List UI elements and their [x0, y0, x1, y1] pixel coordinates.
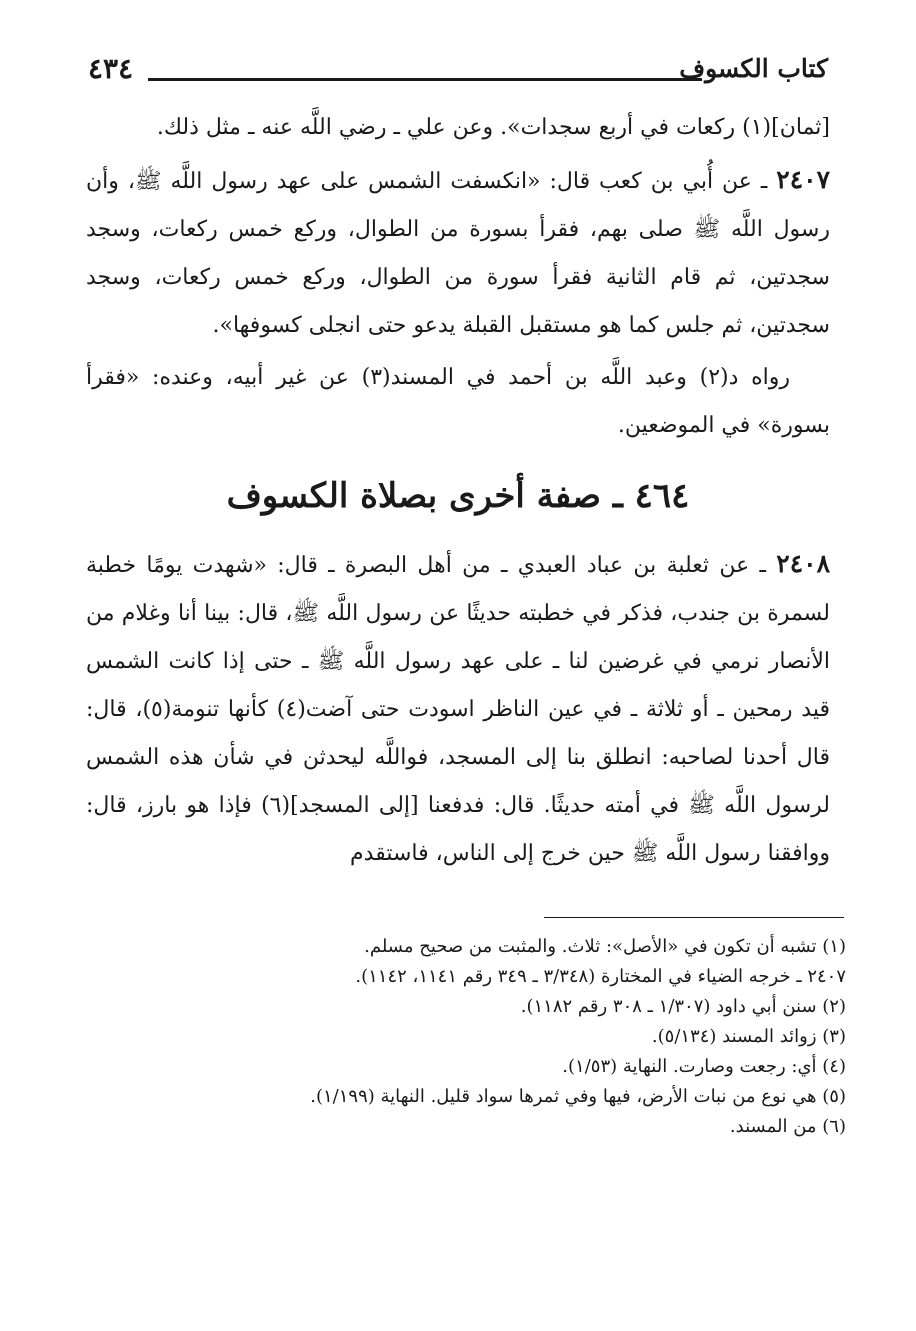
footnote: (٦) من المسند.	[729, 1116, 846, 1137]
hadith-text: ـ عن أُبي بن كعب قال: «انكسفت الشمس على عهد رسول اللَّه ﷺ، وأن رسول اللَّه ﷺ صلى بهم، فقرأ بسورة من الطوال، وركع خمس ركعات، وسجد سجدتين، ثم قام الثانية فقرأ سورة من الطوال، وركع خمس ركعات، وسجد سجدتين، ثم جلس كما هو مستقبل القبلة يدعو حتى انجلى كسوفها».	[86, 169, 830, 338]
main-text-top	[86, 104, 830, 450]
hadith-2408	[86, 540, 830, 878]
footnote-divider	[544, 917, 844, 918]
header-rule	[148, 78, 702, 81]
page-header	[88, 52, 828, 92]
main-text-bottom	[86, 540, 830, 878]
footnotes	[86, 932, 846, 1142]
chapter-heading: ٤٦٤ ـ صفة أخرى بصلاة الكسوف	[226, 476, 690, 516]
narration-paragraph: رواه د(٢) وعبد اللَّه بن أحمد في المسند(٣) عن غير أبيه، وعنده: «فقرأ بسورة» في الموضعين.	[86, 365, 830, 438]
footnote: (٣) زوائد المسند (٥/١٣٤).	[651, 1026, 846, 1047]
footnote: (٥) هي نوع من نبات الأرض، فيها وفي ثمرها سواد قليل. النهاية (١/١٩٩).	[310, 1086, 846, 1107]
hadith-number: ٢٤٠٧	[776, 165, 831, 194]
hadith-number: ٢٤٠٨	[776, 549, 830, 578]
footnote: (١) تشبه أن تكون في «الأصل»: ثلاث. والمثبت من صحيح مسلم.	[364, 936, 846, 957]
page-number: ٤٣٤	[88, 52, 134, 85]
hadith-text: ـ عن ثعلبة بن عباد العبدي ـ من أهل البصرة ـ قال: «شهدت يومًا خطبة لسمرة بن جندب، فذكر في خطبته حديثًا عن رسول اللَّه ﷺ، قال: بينا أنا وغلام من الأنصار نرمي في غرضين لنا ـ على عهد رسول اللَّه ﷺ ـ حتى إذا كانت الشمس قيد رمحين ـ أو ثلاثة ـ في عين الناظر اسودت حتى آضت(٤) كأنها تنومة(٥)، قال: قال أحدنا لصاحبه: انطلق بنا إلى المسجد، فواللَّه ليحدثن في شأن هذه الشمس لرسول اللَّه ﷺ في أمته حديثًا. قال: فدفعنا [إلى المسجد](٦) فإذا هو بارز، قال: ووافقنا رسول اللَّه ﷺ حين خرج إلى الناس، فاستقدم	[86, 553, 830, 866]
footnote: (٤) أي: رجعت وصارت. النهاية (١/٥٣).	[562, 1056, 846, 1077]
hadith-2407	[86, 156, 830, 350]
footnote: ٢٤٠٧ ـ خرجه الضياء في المختارة (٣/٣٤٨ ـ ٣٤٩ رقم ١١٤١، ١١٤٢).	[355, 966, 846, 987]
book-title: كتاب الكسوف	[679, 54, 828, 83]
footnote: (٢) سنن أبي داود (١/٣٠٧ ـ ٣٠٨ رقم ١١٨٢).	[520, 996, 846, 1017]
paragraph-continuation: [ثمان](١) ركعات في أربع سجدات». وعن علي ـ رضي اللَّه عنه ـ مثل ذلك.	[156, 115, 830, 140]
